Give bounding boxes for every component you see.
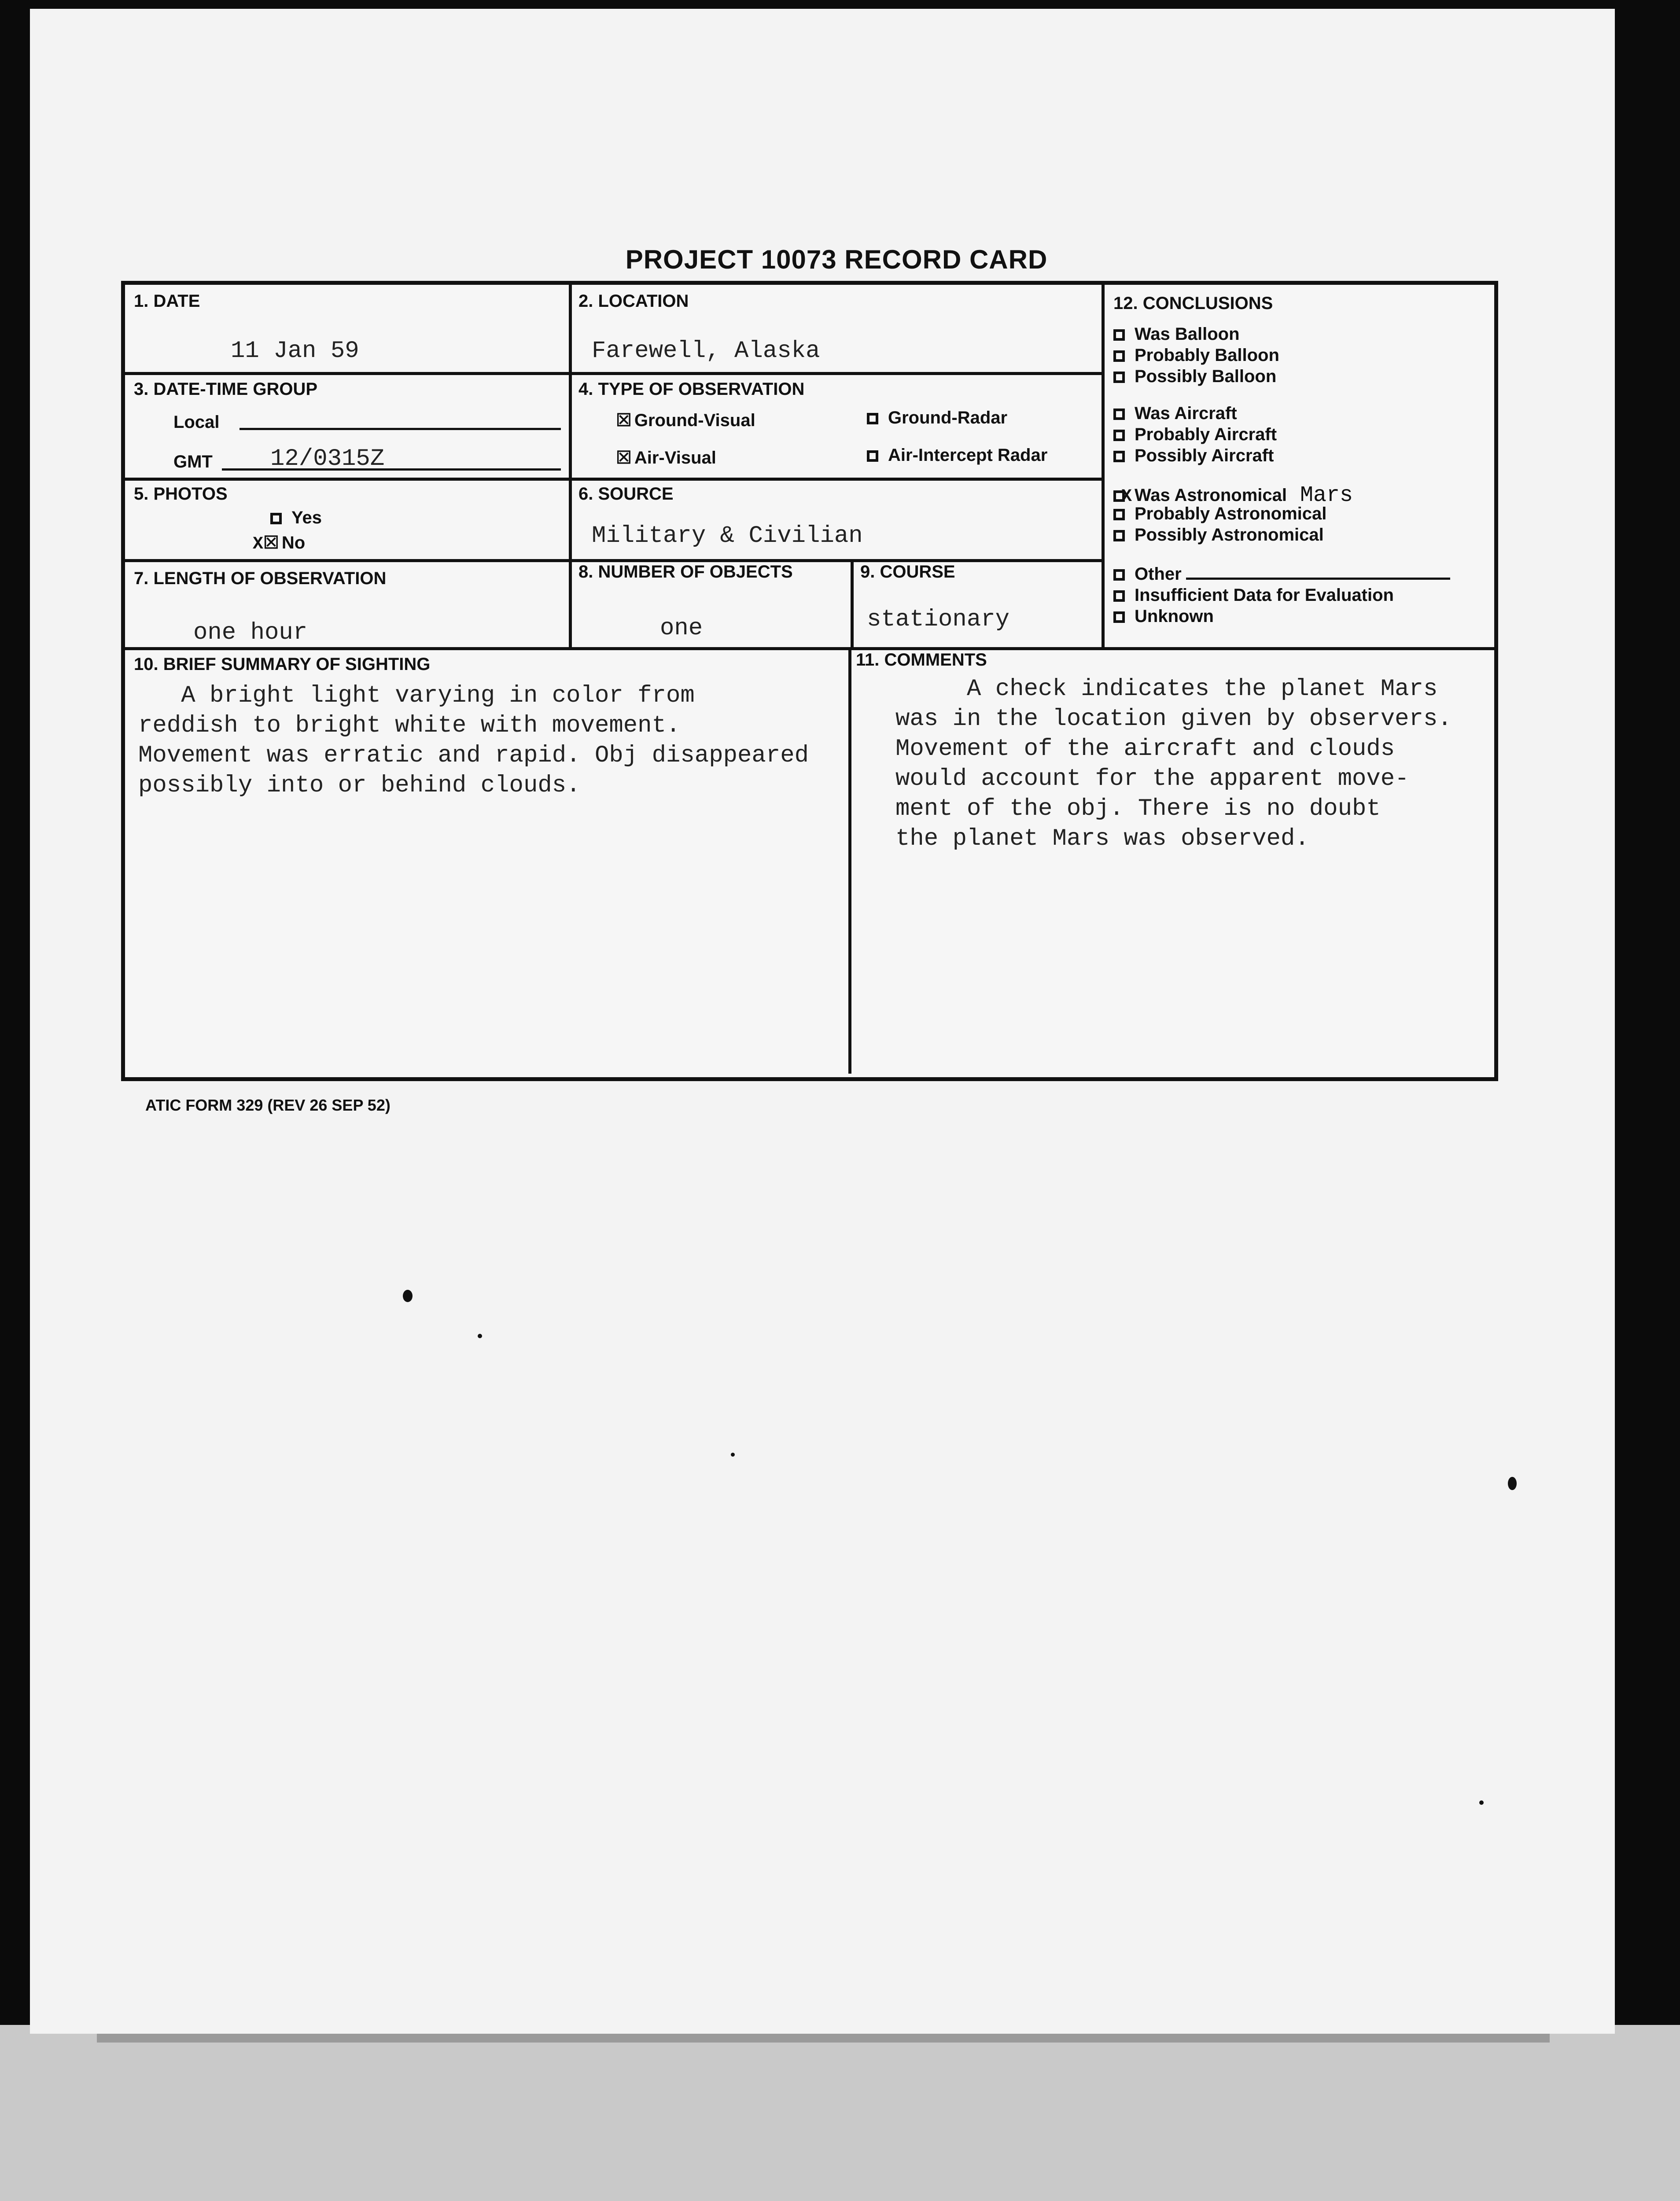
source-value: Military & Civilian (592, 523, 863, 549)
scan-background (0, 2025, 1680, 2201)
scan-speck (1479, 1800, 1484, 1805)
photos-no-check: X☒ (253, 534, 279, 554)
photos-yes-option: Yes (270, 508, 322, 528)
date-value: 11 Jan 59 (231, 338, 359, 364)
comments-text (895, 674, 1452, 854)
comment-line: A check indicates the planet Mars (895, 676, 1438, 703)
num-objects-value: one (660, 615, 703, 642)
conclusion-checkbox (1113, 530, 1125, 541)
conclusion-option: X Was Astronomical Mars (1113, 483, 1353, 508)
num-objects-cell (572, 562, 854, 650)
comment-line: was in the location given by observers. (895, 706, 1452, 732)
summary-cell (125, 650, 851, 1074)
summary-line: possibly into or behind clouds. (138, 772, 581, 799)
date-cell (125, 285, 572, 375)
photos-yes-checkbox (270, 513, 282, 524)
summary-line: reddish to bright white with movement. (138, 712, 681, 739)
dtg-header: 3. DATE-TIME GROUP (134, 379, 318, 399)
summary-text (138, 681, 809, 801)
air-visual-check: ☒ (616, 449, 632, 469)
conclusion-option: Probably Aircraft (1113, 425, 1277, 445)
conclusions-cell (1105, 285, 1494, 650)
scan-speck (403, 1290, 413, 1302)
card-title: PROJECT 10073 RECORD CARD (625, 245, 1048, 274)
conclusion-checkbox (1113, 611, 1125, 623)
gmt-value: 12/0315Z (270, 445, 385, 472)
course-header: 9. COURSE (860, 562, 955, 582)
course-value: stationary (867, 606, 1010, 633)
gmt-label: GMT (173, 452, 213, 471)
date-header: 1. DATE (134, 291, 200, 311)
comment-line: ment of the obj. There is no doubt (895, 795, 1381, 822)
record-card (121, 281, 1498, 1081)
local-label: Local (173, 412, 220, 432)
comments-header: 11. COMMENTS (856, 650, 987, 670)
air-intercept-option: Air-Intercept Radar (867, 445, 1047, 465)
conclusion-checkbox (1113, 451, 1125, 462)
photos-cell (125, 481, 572, 562)
conclusion-checkbox (1113, 409, 1125, 420)
conclusion-checkbox (1113, 569, 1125, 581)
summary-line: A bright light varying in color from (138, 682, 695, 709)
conclusion-option: Insufficient Data for Evaluation (1113, 585, 1394, 605)
length-value: one hour (193, 619, 308, 646)
type-obs-header: 4. TYPE OF OBSERVATION (578, 379, 805, 399)
local-line (239, 428, 561, 430)
type-obs-cell (572, 375, 1105, 481)
length-header: 7. LENGTH OF OBSERVATION (134, 569, 387, 588)
conclusion-option: Possibly Aircraft (1113, 446, 1274, 466)
photos-no-option: X☒ No (253, 533, 306, 554)
air-visual-option: ☒ Air-Visual (616, 448, 716, 469)
course-cell (854, 562, 1105, 650)
ground-visual-option: ☒ Ground-Visual (616, 411, 755, 432)
scan-speck (1508, 1477, 1517, 1490)
location-header: 2. LOCATION (578, 291, 689, 311)
scan-speck (731, 1453, 735, 1457)
conclusion-checkbox (1113, 430, 1125, 441)
summary-line: Movement was erratic and rapid. Obj disappeared (138, 742, 809, 769)
air-intercept-checkbox (867, 450, 878, 462)
conclusion-option: Was Aircraft (1113, 404, 1237, 423)
astro-note: Mars (1300, 483, 1353, 508)
source-header: 6. SOURCE (578, 484, 674, 504)
conclusion-checkbox (1113, 372, 1125, 383)
dtg-cell (125, 375, 572, 481)
summary-header: 10. BRIEF SUMMARY OF SIGHTING (134, 655, 431, 674)
conclusion-option: Possibly Astronomical (1113, 525, 1324, 545)
ground-visual-check: ☒ (616, 412, 632, 432)
num-objects-header: 8. NUMBER OF OBJECTS (578, 562, 793, 582)
length-cell (125, 562, 572, 650)
conclusions-header: 12. CONCLUSIONS (1113, 294, 1273, 313)
form-id: ATIC FORM 329 (REV 26 SEP 52) (145, 1096, 391, 1114)
ground-radar-checkbox (867, 413, 878, 424)
conclusion-option: Was Balloon (1113, 324, 1240, 344)
astro-check: X (1121, 487, 1132, 507)
conclusion-option: Unknown (1113, 607, 1214, 626)
scan-speck (478, 1334, 482, 1338)
comments-cell (851, 650, 1494, 1074)
comment-line: Movement of the aircraft and clouds (895, 736, 1395, 762)
location-cell (572, 285, 1105, 375)
conclusion-option: Probably Balloon (1113, 346, 1279, 365)
conclusion-checkbox (1113, 590, 1125, 602)
conclusion-option: Probably Astronomical (1113, 504, 1326, 524)
comment-line: the planet Mars was observed. (895, 825, 1309, 852)
conclusion-option: Other (1113, 564, 1450, 584)
photos-header: 5. PHOTOS (134, 484, 228, 504)
comment-line: would account for the apparent move- (895, 766, 1409, 792)
conclusion-checkbox (1113, 350, 1125, 362)
conclusion-checkbox (1113, 509, 1125, 520)
gmt-line (222, 468, 561, 471)
location-value: Farewell, Alaska (592, 338, 820, 364)
source-cell (572, 481, 1105, 562)
conclusion-option: Possibly Balloon (1113, 367, 1276, 386)
conclusion-checkbox (1113, 329, 1125, 341)
ground-radar-option: Ground-Radar (867, 408, 1007, 428)
other-line (1186, 578, 1450, 580)
